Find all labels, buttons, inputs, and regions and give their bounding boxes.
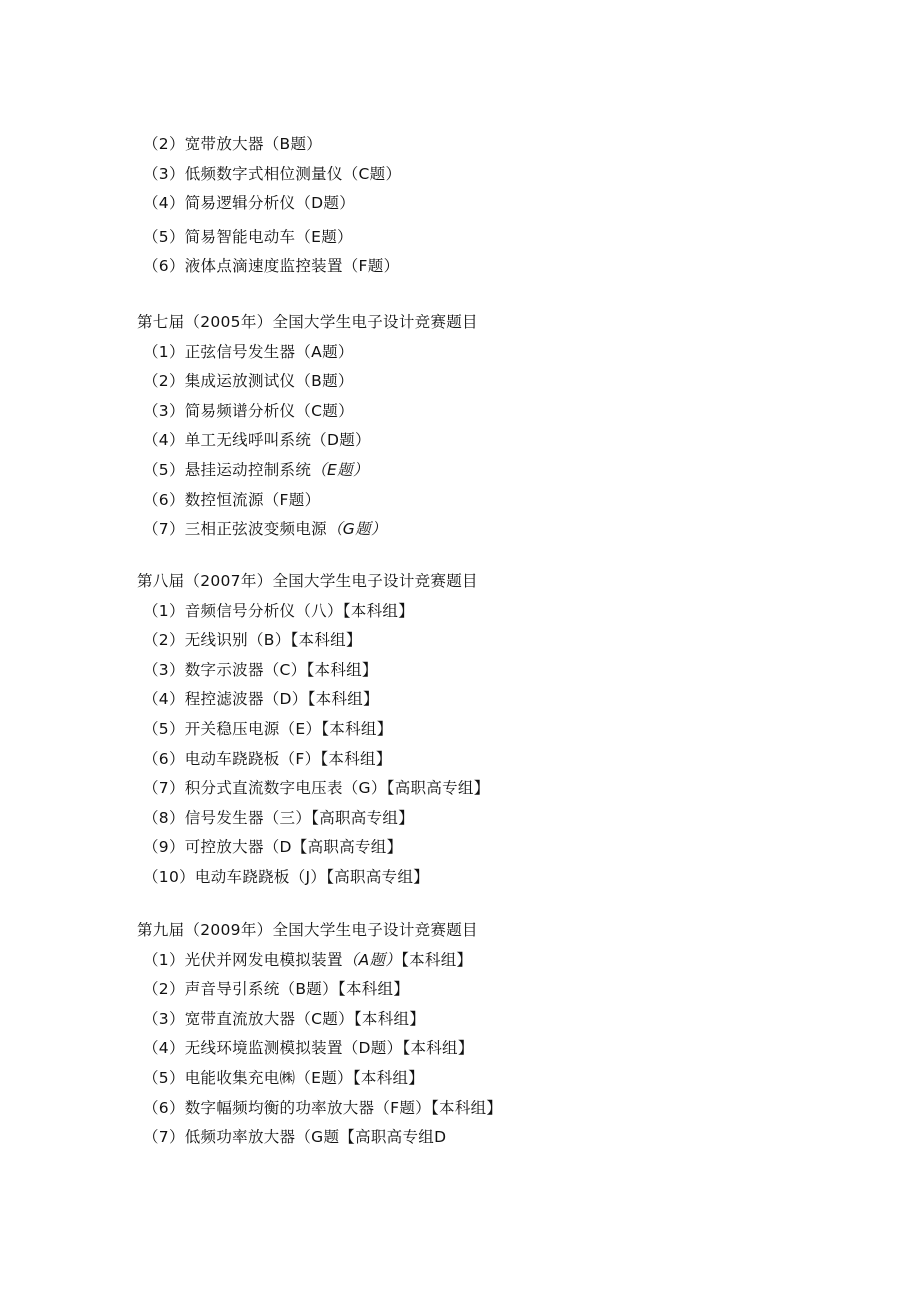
list-item: （5）开关稳压电源（E）【本科组】 — [143, 719, 393, 738]
list-item: （7）积分式直流数字电压表（G）【高职高专组】 — [143, 779, 490, 798]
list-item: （5）电能收集充电㈱（E题）【本科组】 — [143, 1068, 425, 1087]
list-item: （6）电动车跷跷板（F）【本科组】 — [143, 749, 392, 768]
list-item: （4）简易逻辑分析仪（D题） — [143, 194, 355, 213]
section-9th-2009 — [137, 916, 502, 1153]
section-7th-2005 — [137, 308, 478, 545]
list-item: （5）悬挂运动控制系统（E题） — [143, 460, 369, 479]
list-item: （1）光伏并网发电模拟装置（A题）【本科组】 — [143, 950, 473, 969]
italic-suffix: （E题） — [311, 460, 369, 479]
list-item: （6）液体点滴速度监控装置（F题） — [143, 257, 400, 276]
section-continued-list — [137, 130, 401, 282]
section-8th-2007 — [137, 567, 490, 893]
list-item: （7）三相正弦波变频电源（G题） — [143, 520, 387, 539]
list-item: （2）集成运放测试仪（B题） — [143, 372, 354, 391]
list-item: （3）数字示波器（C）【本科组】 — [143, 660, 378, 679]
list-item: （5）简易智能电动车（E题） — [143, 227, 353, 246]
list-item: （3）简易频谱分析仪（C题） — [143, 401, 354, 420]
list-item: （1）正弦信号发生器（A题） — [143, 342, 354, 361]
list-item: （4）程控滤波器（D）【本科组】 — [143, 690, 379, 709]
section-heading: 第八届（2007年）全国大学生电子设计竞赛题目 — [137, 572, 478, 590]
list-item: （2）无线识别（B）【本科组】 — [143, 631, 362, 650]
list-item: （3）低频数字式相位测量仪（C题） — [143, 164, 402, 183]
list-item: （6）数控恒流源（F题） — [143, 490, 321, 509]
list-item: （8）信号发生器（三）【高职高专组】 — [143, 808, 415, 827]
list-item: （6）数字幅频均衡的功率放大器（F题）【本科组】 — [143, 1098, 503, 1117]
list-item: （2）声音导引系统（B题）【本科组】 — [143, 980, 410, 999]
list-item: （10）电动车跷跷板（J）【高职高专组】 — [143, 867, 430, 886]
list-item: （2）宽带放大器（B题） — [143, 135, 323, 153]
section-heading: 第九届（2009年）全国大学生电子设计竞赛题目 — [137, 921, 478, 939]
list-item: （3）宽带直流放大器（C题）【本科组】 — [143, 1009, 426, 1028]
section-heading: 第七届（2005年）全国大学生电子设计竞赛题目 — [137, 313, 478, 331]
italic-suffix: （G题） — [326, 520, 387, 539]
list-item: （1）音频信号分析仪（八）【本科组】 — [143, 601, 415, 620]
list-item: （7）低频功率放大器（G题【高职高专组D — [143, 1128, 447, 1147]
italic-suffix: （A题） — [342, 950, 402, 969]
list-item: （9）可控放大器（D【高职高专组】 — [143, 838, 403, 857]
list-item: （4）无线环境监测模拟装置（D题）【本科组】 — [143, 1039, 474, 1058]
list-item: （4）单工无线呼叫系统（D题） — [143, 431, 371, 450]
